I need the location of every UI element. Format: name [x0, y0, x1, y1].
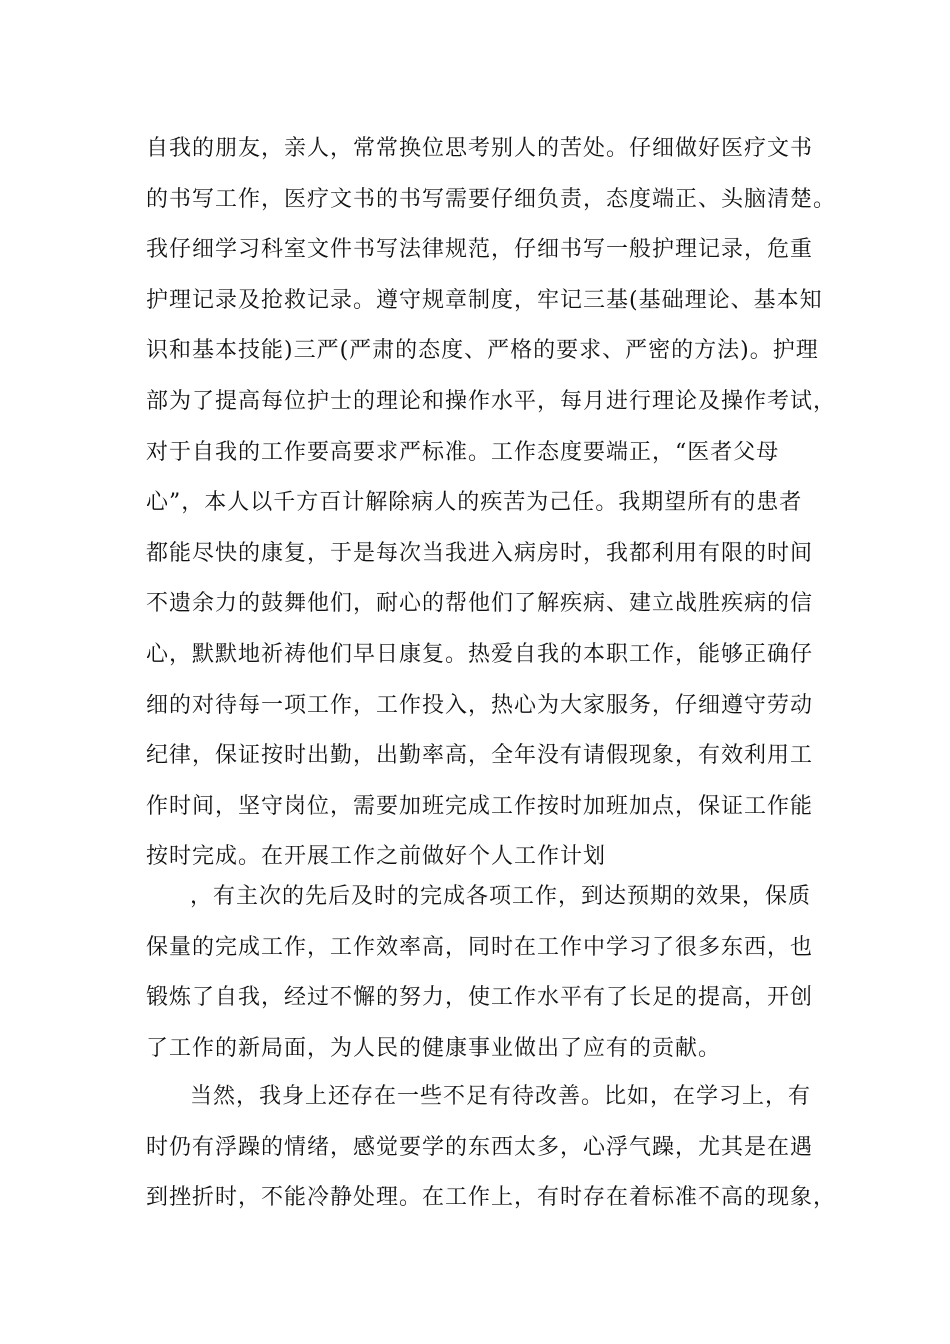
text-line: 按时完成。在开展工作之前做好个人工作计划 — [146, 844, 607, 870]
text-line: 锻炼了自我，经过不懈的努力，使工作水平有了长足的提高，开创 — [146, 985, 814, 1011]
text-line: 保量的完成工作，工作效率高，同时在工作中学习了很多东西，也 — [146, 934, 814, 960]
text-line: 心”，本人以千方百计解除病人的疾苦为己任。我期望所有的患者 — [146, 490, 803, 516]
text-line: 自我的朋友，亲人，常常换位思考别人的苦处。仔细做好医疗文书 — [146, 136, 814, 161]
text-line: 我仔细学习科室文件书写法律规范，仔细书写一般护理记录，危重 — [146, 237, 814, 263]
text-line: 当然，我身上还存在一些不足有待改善。比如，在学习上，有 — [190, 1084, 812, 1109]
text-line: 心，默默地祈祷他们早日康复。热爱自我的本职工作，能够正确仔 — [146, 641, 814, 667]
paragraph-3 — [146, 1072, 836, 1224]
text-line: 作时间，坚守岗位，需要加班完成工作按时加班加点，保证工作能 — [146, 793, 814, 819]
text-line: 都能尽快的康复，于是每次当我进入病房时，我都利用有限的时间 — [146, 540, 814, 566]
text-line: 纪律，保证按时出勤，出勤率高，全年没有请假现象，有效利用工 — [146, 743, 814, 769]
text-line: 到挫折时，不能冷静处理。在工作上，有时存在着标准不高的现象， — [146, 1185, 837, 1211]
paragraph-2 — [146, 872, 836, 1074]
text-line: 时仍有浮躁的情绪，感觉要学的东西太多，心浮气躁，尤其是在遇 — [146, 1134, 814, 1160]
text-line: 部为了提高每位护士的理论和操作水平，每月进行理论及操作考试， — [146, 388, 837, 414]
text-line: 识和基本技能)三严(严肃的态度、严格的要求、严密的方法)。护理 — [146, 338, 819, 364]
text-line: 护理记录及抢救记录。遵守规章制度，牢记三基(基础理论、基本知 — [146, 287, 823, 313]
text-line: 的书写工作，医疗文书的书写需要仔细负责，态度端正、头脑清楚。 — [146, 186, 837, 212]
text-line: ，有主次的先后及时的完成各项工作，到达预期的效果，保质 — [190, 884, 812, 909]
paragraph-1 — [146, 124, 836, 883]
text-line: 对于自我的工作要高要求严标准。工作态度要端正，“医者父母 — [146, 439, 780, 465]
text-line: 细的对待每一项工作，工作投入，热心为大家服务，仔细遵守劳动 — [146, 692, 814, 718]
text-line: 了工作的新局面，为人民的健康事业做出了应有的贡献。 — [146, 1035, 722, 1061]
text-line: 不遗余力的鼓舞他们，耐心的帮他们了解疾病、建立战胜疾病的信 — [146, 591, 814, 617]
